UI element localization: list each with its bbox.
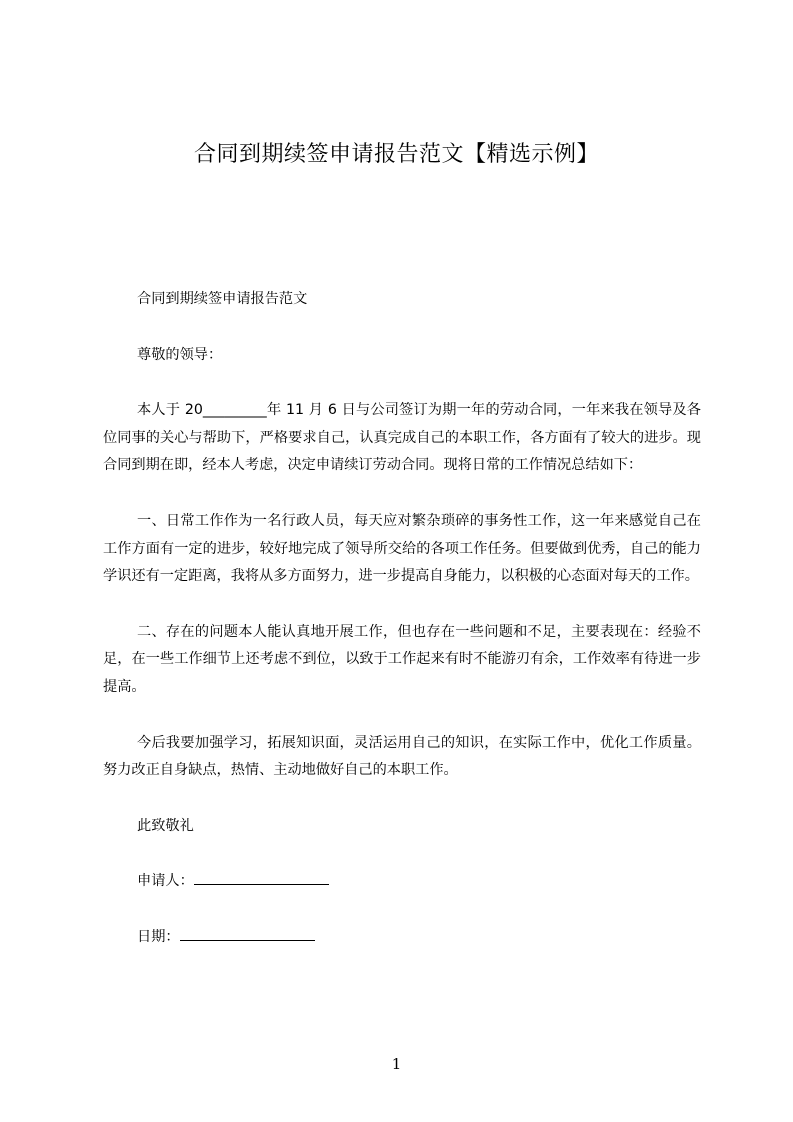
date-label: 日期： — [137, 928, 180, 945]
salutation: 尊敬的领导： — [137, 346, 223, 363]
document-body — [103, 286, 701, 980]
document-subtitle: 合同到期续签申请报告范文 — [137, 291, 308, 307]
document-title: 合同到期续签申请报告范文【精选示例】 — [193, 142, 599, 167]
page-number: 1 — [391, 1055, 402, 1073]
paragraph-daily-work: 一、日常工作作为一名行政人员，每天应对繁杂琐碎的事务性工作，这一年来感觉自己在工作方面有一定的进步，较好地完成了领导所交给的各项工作任务。但要做到优秀，自己的能力学识还有一定距离，我将从多方面努力，进一步提高自身能力，以积极的心态面对每天的工作。 — [103, 512, 701, 585]
paragraph-future: 今后我要加强学习，拓展知识面，灵活运用自己的知识，在实际工作中，优化工作质量。努力改正自身缺点，热情、主动地做好自己的本职工作。 — [103, 734, 701, 779]
date-line — [103, 924, 701, 952]
applicant-label: 申请人： — [137, 873, 194, 890]
applicant-signature-blank — [194, 870, 329, 885]
paragraph-intro: 本人于 20_________年 11 月 6 日与公司签订为期一年的劳动合同，一年来我在领导及各位同事的关心与帮助下，严格要求自己，认真完成自己的本职工作，各方面有了较大的进步。现合同到期在即，经本人考虑，决定申请续订劳动合同。现将日常的工作情况总结如下： — [103, 402, 701, 474]
applicant-line — [103, 868, 701, 896]
paragraph-problems: 二、存在的问题本人能认真地开展工作，但也存在一些问题和不足，主要表现在：经验不足，在一些工作细节上还考虑不到位，以致于工作起来有时不能游刃有余，工作效率有待进一步提高。 — [103, 623, 701, 695]
closing-line: 此致敬礼 — [137, 817, 194, 834]
date-blank — [180, 926, 315, 941]
